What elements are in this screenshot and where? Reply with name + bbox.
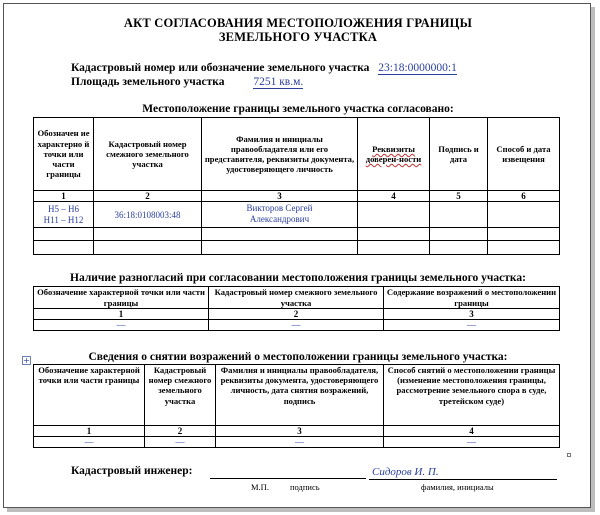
column-number: 2 — [145, 426, 216, 437]
section3-title: Сведения о снятии возражений о местоположении границы земельного участка: — [88, 351, 508, 363]
empty-cell[interactable] — [94, 228, 202, 241]
disagreements-table — [33, 286, 560, 331]
section2-title: Наличие разногласий при согласовании местоположения границы земельного участка: — [70, 272, 526, 284]
column-number: 2 — [94, 191, 202, 202]
table-header-row — [34, 365, 560, 426]
method-cell[interactable]: — — [384, 437, 560, 448]
table-row — [34, 437, 560, 448]
header-cell: Фамилия и инициалы правообладателя, реквизиты документа, удостоверяющего личность, дата снятия возражений, подпись — [216, 365, 384, 426]
header-cell: Обозначение характерной точки или части границы — [34, 365, 145, 426]
column-number: 1 — [34, 309, 209, 320]
header-cell: Обозначен ие характерно й точки или части границы — [34, 118, 94, 191]
name-line — [369, 479, 557, 480]
cadastral-cell[interactable]: — — [145, 437, 216, 448]
area-value[interactable]: 7251 кв.м. — [253, 76, 304, 88]
owner-name-cell[interactable]: Викторов Сергей Александрович — [202, 202, 358, 228]
plus-icon[interactable]: + — [23, 356, 30, 365]
boundary-points-cell[interactable]: Н5 – Н6 Н11 – Н12 — [34, 202, 94, 228]
engineer-name[interactable]: Сидоров И. П. — [372, 466, 439, 478]
table-header-row — [34, 118, 560, 191]
column-number: 3 — [202, 191, 358, 202]
column-number: 5 — [430, 191, 488, 202]
cadastral-number-label: Кадастровый номер или обозначение земельного участка — [71, 62, 370, 74]
column-number: 4 — [384, 426, 560, 437]
document-page — [3, 3, 591, 508]
header-cell: Способ и дата извещения — [488, 118, 560, 191]
column-number: 4 — [358, 191, 430, 202]
header-cell: Содержание возражений о местоположении границы — [384, 287, 560, 309]
empty-cell[interactable] — [430, 228, 488, 241]
signature-line — [210, 478, 366, 479]
empty-cell[interactable] — [202, 228, 358, 241]
table-number-row — [34, 309, 560, 320]
column-number: 6 — [488, 191, 560, 202]
agreement-table — [33, 117, 560, 255]
header-cell: Кадастровый номер смежного земельного участка — [145, 365, 216, 426]
column-number: 3 — [384, 309, 560, 320]
notification-cell[interactable] — [488, 202, 560, 228]
column-number: 1 — [34, 426, 145, 437]
empty-cell[interactable] — [34, 228, 94, 241]
header-text: Реквизиты доверен-ности — [365, 143, 422, 164]
point-cell[interactable]: — — [34, 320, 209, 331]
header-cell: Фамилия и инициалы правообладателя или его представителя, реквизиты документа, удостоверяющего личность — [202, 118, 358, 191]
cadastral-number-row — [71, 62, 457, 75]
signature-date-cell[interactable] — [430, 202, 488, 228]
header-cell — [358, 118, 430, 191]
header-cell: Обозначение характерной точки или части границы — [34, 287, 209, 309]
cadastral-number-value[interactable]: 23:18:0000000:1 — [378, 62, 457, 74]
empty-cell[interactable] — [94, 241, 202, 255]
empty-cell[interactable] — [34, 241, 94, 255]
name-caption: фамилия, инициалы — [421, 482, 494, 492]
column-number: 1 — [34, 191, 94, 202]
signature-caption: подпись — [290, 482, 320, 492]
header-cell: Способ снятий о местоположении границы (изменение местоположения границы, рассмотрение земельного спора в суде, третейском суде) — [384, 365, 560, 426]
adjacent-cadastral-cell[interactable]: 36:18:0108003:48 — [94, 202, 202, 228]
document-title-line1: АКТ СОГЛАСОВАНИЯ МЕСТОПОЛОЖЕНИЯ ГРАНИЦЫ — [123, 16, 473, 30]
resize-handle-icon[interactable] — [567, 453, 571, 457]
column-number: 2 — [209, 309, 384, 320]
empty-cell[interactable] — [488, 241, 560, 255]
cadastral-cell[interactable]: — — [209, 320, 384, 331]
table-row — [34, 241, 560, 255]
objections-removed-table — [33, 364, 560, 448]
table-number-row — [34, 426, 560, 437]
table-row — [34, 202, 560, 228]
empty-cell[interactable] — [358, 241, 430, 255]
objection-cell[interactable]: — — [384, 320, 560, 331]
header-cell: Кадастровый номер смежного земельного участка — [94, 118, 202, 191]
engineer-label: Кадастровый инженер: — [71, 465, 193, 477]
point-cell[interactable]: — — [34, 437, 145, 448]
empty-cell[interactable] — [358, 228, 430, 241]
area-row — [71, 76, 303, 89]
stamp-caption: М.П. — [251, 482, 269, 492]
header-cell: Кадастровый номер смежного земельного участка — [209, 287, 384, 309]
area-label: Площадь земельного участка — [71, 76, 225, 88]
owner-cell[interactable]: — — [216, 437, 384, 448]
empty-cell[interactable] — [488, 228, 560, 241]
table-number-row — [34, 191, 560, 202]
header-cell: Подпись и дата — [430, 118, 488, 191]
document-title-line2: ЗЕМЕЛЬНОГО УЧАСТКА — [218, 30, 378, 44]
section1-title: Местоположение границы земельного участка согласовано: — [142, 103, 454, 115]
power-of-attorney-cell[interactable] — [358, 202, 430, 228]
table-row — [34, 228, 560, 241]
empty-cell[interactable] — [430, 241, 488, 255]
column-number: 3 — [216, 426, 384, 437]
empty-cell[interactable] — [202, 241, 358, 255]
table-row — [34, 320, 560, 331]
table-header-row — [34, 287, 560, 309]
